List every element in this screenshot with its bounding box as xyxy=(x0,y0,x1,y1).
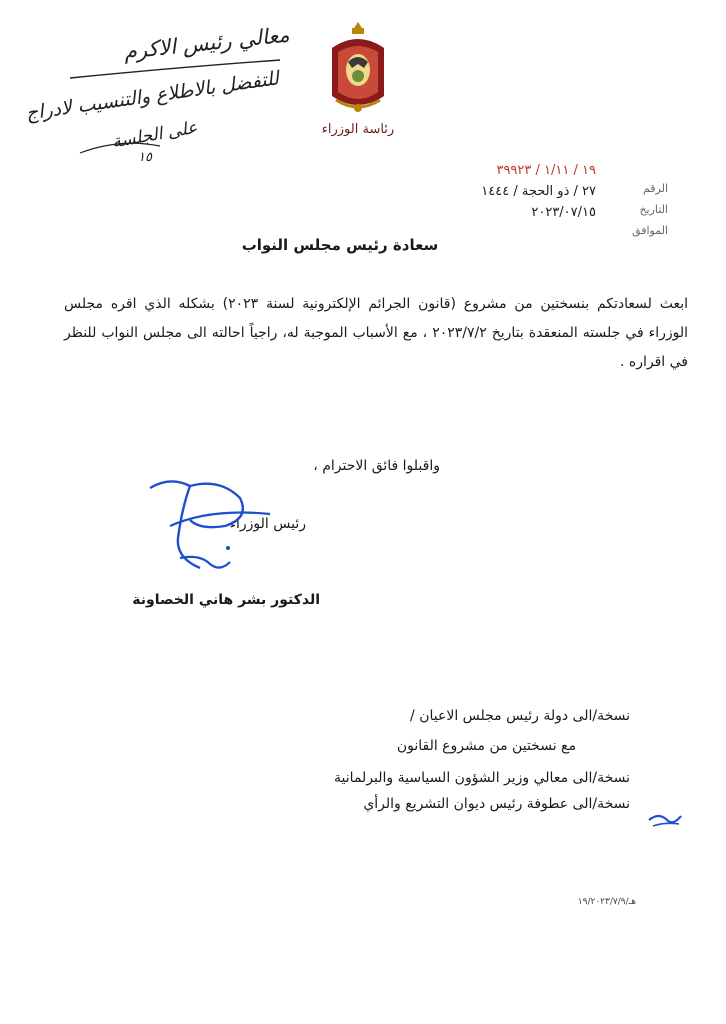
closing-line: واقبلوا فائق الاحترام ، xyxy=(313,458,440,474)
emblem-label: رئاسة الوزراء xyxy=(321,122,395,137)
gregorian-date: ٢٠٢٣/٠٧/١٥ xyxy=(531,205,596,220)
letter-body: ابعث لسعادتكم بنسختين من مشروع (قانون الجرائم الإلكترونية لسنة ٢٠٢٣) بشكله الذي اقره مجلس الوزراء في جلسته المنعقدة بتاريخ ٢٠٢٣/٧/٢ ، مع الأسباب الموجبة له، راجياً احالته الى مجلس النواب للنظر في اقراره . xyxy=(64,296,688,370)
jordan-coat-of-arms-icon xyxy=(326,18,390,118)
reference-number-label: الرقم xyxy=(642,182,668,195)
hijri-date: ٢٧ / ذو الحجة / ١٤٤٤ xyxy=(481,184,596,199)
signature-mark xyxy=(130,468,280,583)
copy-line-2: مع نسختين من مشروع القانون xyxy=(396,738,576,754)
addressee: سعادة رئيس مجلس النواب xyxy=(241,236,439,254)
handwritten-note-line3: على الجلسة xyxy=(110,117,199,153)
handwritten-underline xyxy=(60,38,290,158)
handwritten-note-line1: معالي رئيس الاكرم xyxy=(122,22,291,64)
copy-line-3: نسخة/الى معالي وزير الشؤون السياسية والبرلمانية xyxy=(334,770,630,786)
handwritten-note-line2: للتفضل بالاطلاع والتنسيب لادراج xyxy=(24,67,281,125)
footer-reference: هـ/١٩/٢٠٢٣/٧/٩ xyxy=(577,897,636,907)
reference-values xyxy=(376,160,596,223)
reference-labels xyxy=(598,178,668,241)
signatory-title: رئيس الوزراء xyxy=(229,516,306,532)
reference-number: ١٩ / ١/١١ / ٣٩٩٢٣ xyxy=(496,163,596,178)
reference-gregorian-label: الموافق xyxy=(632,224,668,237)
copy-line-4: نسخة/الى عطوفة رئيس ديوان التشريع والرأي xyxy=(363,796,630,812)
reference-date-label: التاريخ xyxy=(639,203,668,216)
initials-mark xyxy=(645,808,685,830)
signatory-name: الدكتور بشر هاني الخصاونة xyxy=(132,592,320,608)
handwritten-note-number: ١٥ xyxy=(138,150,152,165)
copy-line-1: نسخة/الى دولة رئيس مجلس الاعيان / xyxy=(410,708,630,724)
